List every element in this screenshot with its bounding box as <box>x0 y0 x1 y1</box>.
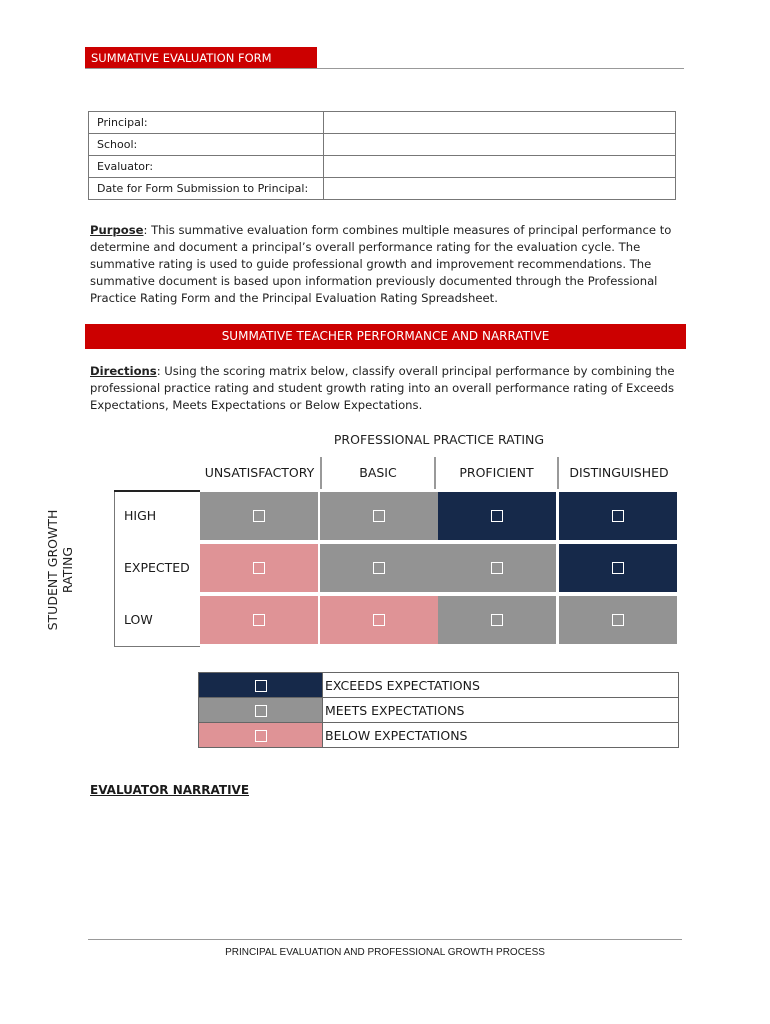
info-table <box>88 111 676 200</box>
matrix-cell[interactable] <box>438 544 556 592</box>
checkbox-icon[interactable] <box>612 510 624 522</box>
legend-row-below <box>199 723 679 748</box>
student-growth-rating-label: STUDENT GROWTH RATING <box>45 509 75 631</box>
checkbox-icon[interactable] <box>255 680 267 692</box>
column-header-distinguished: DISTINGUISHED <box>569 465 669 480</box>
evaluator-field[interactable] <box>324 156 676 178</box>
page-footer: PRINCIPAL EVALUATION AND PROFESSIONAL GROWTH PROCESS <box>225 947 545 958</box>
checkbox-icon[interactable] <box>255 705 267 717</box>
checkbox-icon[interactable] <box>253 614 265 626</box>
checkbox-icon[interactable] <box>253 510 265 522</box>
directions-label: Directions <box>90 364 157 378</box>
principal-label: Principal: <box>89 112 324 134</box>
evaluator-label: Evaluator: <box>89 156 324 178</box>
school-field[interactable] <box>324 134 676 156</box>
header-divider <box>85 68 684 69</box>
matrix-cell[interactable] <box>200 544 318 592</box>
submission-date-field[interactable] <box>324 178 676 200</box>
column-header-unsatisfactory: UNSATISFACTORY <box>199 457 322 489</box>
matrix-cell[interactable] <box>438 492 556 540</box>
column-header-basic: BASIC <box>322 457 436 489</box>
column-header-proficient: PROFICIENT <box>436 457 559 489</box>
legend-row-exceeds <box>199 673 679 698</box>
checkbox-icon[interactable] <box>255 730 267 742</box>
matrix-cell[interactable] <box>200 492 318 540</box>
info-row-principal <box>89 112 676 134</box>
submission-date-label: Date for Form Submission to Principal: <box>89 178 324 200</box>
legend-row-meets <box>199 698 679 723</box>
purpose-text: : This summative evaluation form combines multiple measures of principal performance to determine and document a principal’s overall performance rating for the evaluation cycle. The summative rating is used to guide professional growth and improvement recommendations. The summative document is based upon information previously documented through the Professional Practice Rating Form and the Principal Evaluation Rating Spreadsheet. <box>90 223 672 305</box>
evaluator-narrative-heading: EVALUATOR NARRATIVE <box>90 783 250 797</box>
section-heading: SUMMATIVE TEACHER PERFORMANCE AND NARRATIVE <box>85 324 686 349</box>
checkbox-icon[interactable] <box>373 510 385 522</box>
checkbox-icon[interactable] <box>491 562 503 574</box>
principal-field[interactable] <box>324 112 676 134</box>
info-row-evaluator <box>89 156 676 178</box>
info-row-date <box>89 178 676 200</box>
matrix-cell[interactable] <box>320 544 438 592</box>
legend-swatch[interactable] <box>199 673 323 698</box>
row-label-low: LOW <box>124 612 153 627</box>
footer-divider <box>88 939 682 940</box>
checkbox-icon[interactable] <box>491 510 503 522</box>
legend-label-meets: MEETS EXPECTATIONS <box>323 698 679 723</box>
directions-paragraph <box>90 363 680 414</box>
matrix-title: PROFESSIONAL PRACTICE RATING <box>333 432 545 447</box>
checkbox-icon[interactable] <box>491 614 503 626</box>
school-label: School: <box>89 134 324 156</box>
matrix-cell[interactable] <box>438 596 556 644</box>
matrix-cell[interactable] <box>320 596 438 644</box>
info-row-school <box>89 134 676 156</box>
row-label-high: HIGH <box>124 508 157 523</box>
checkbox-icon[interactable] <box>373 614 385 626</box>
checkbox-icon[interactable] <box>612 614 624 626</box>
checkbox-icon[interactable] <box>253 562 265 574</box>
form-title: SUMMATIVE EVALUATION FORM <box>85 47 317 69</box>
legend-swatch[interactable] <box>199 698 323 723</box>
matrix-cell[interactable] <box>559 492 677 540</box>
row-label-top-rule <box>114 490 200 492</box>
checkbox-icon[interactable] <box>612 562 624 574</box>
checkbox-icon[interactable] <box>373 562 385 574</box>
directions-text: : Using the scoring matrix below, classify overall principal performance by combining the professional practice rating and student growth rating into an overall performance rating of Exceeds Expectations, Meets Expectations or Below Expectations. <box>90 364 675 412</box>
matrix-cell[interactable] <box>559 544 677 592</box>
legend-swatch[interactable] <box>199 723 323 748</box>
legend-label-below: BELOW EXPECTATIONS <box>323 723 679 748</box>
row-label-expected: EXPECTED <box>124 560 190 575</box>
legend-label-exceeds: EXCEEDS EXPECTATIONS <box>323 673 679 698</box>
matrix-cell[interactable] <box>200 596 318 644</box>
purpose-paragraph <box>90 222 680 307</box>
matrix-cell[interactable] <box>559 596 677 644</box>
purpose-label: Purpose <box>90 223 144 237</box>
matrix-cell[interactable] <box>320 492 438 540</box>
rating-legend <box>198 672 679 748</box>
